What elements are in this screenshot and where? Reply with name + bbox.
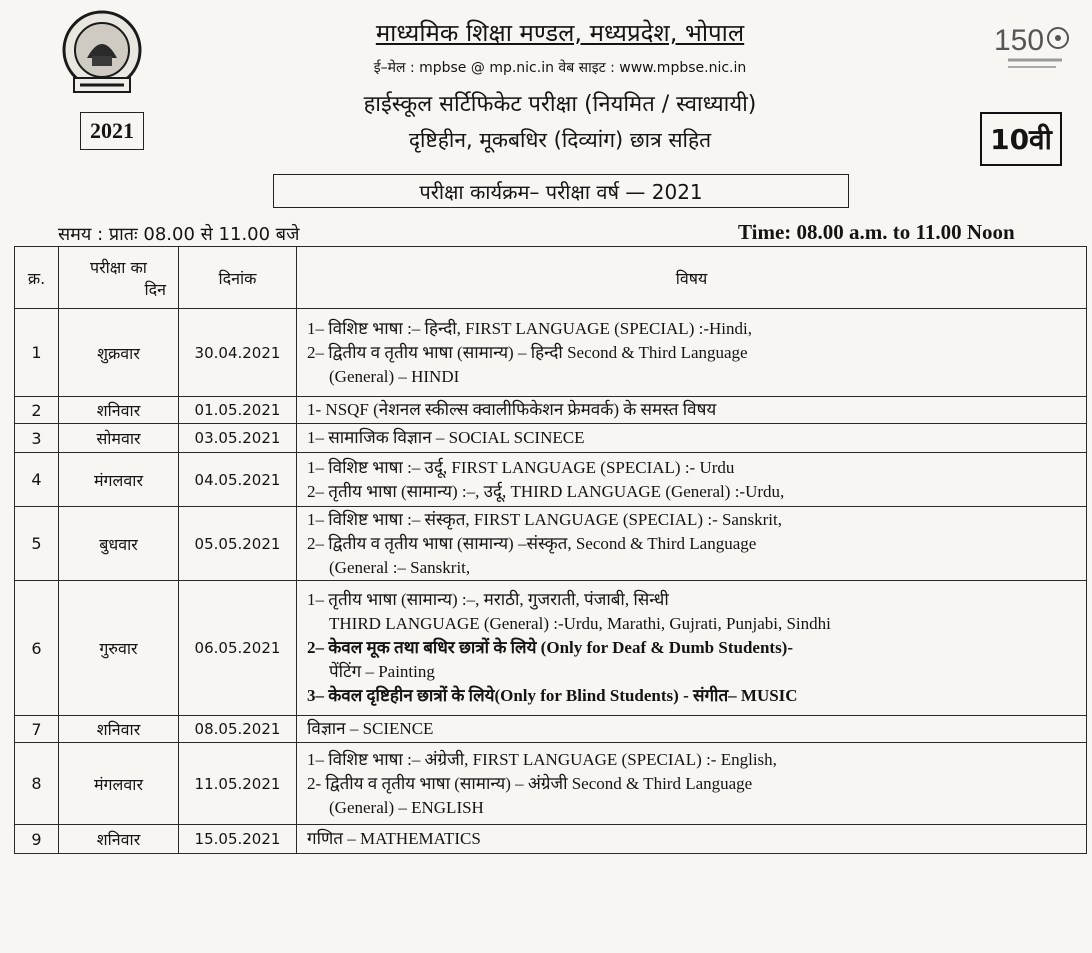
contact-line: ई–मेल : mpbse @ mp.nic.in वेब साइट : www.mpbse.nic.in	[373, 60, 747, 76]
emblem-number: 150	[994, 24, 1045, 57]
subject-line: 2– द्वितीय व तृतीय भाषा (सामान्य) – हिन्दी Second & Third Language	[307, 342, 748, 362]
header-subject: विषय	[297, 247, 1087, 309]
row-date: 30.04.2021	[179, 309, 297, 397]
header-serial: क्र.	[15, 247, 59, 309]
row-date: 15.05.2021	[179, 825, 297, 854]
row-serial: 3	[15, 424, 59, 453]
board-seal-logo	[52, 8, 152, 98]
row-day: शनिवार	[59, 825, 179, 854]
exam-schedule-table	[14, 246, 1087, 854]
row-day: शनिवार	[59, 397, 179, 424]
table-row	[15, 424, 1087, 453]
subject-line: विज्ञान – SCIENCE	[307, 719, 434, 738]
row-subjects	[297, 309, 1087, 397]
row-subjects	[297, 397, 1087, 424]
row-day: मंगलवार	[59, 453, 179, 507]
subject-line: 2– केवल मूक तथा बधिर छात्रों के लिये (Only for Deaf & Dumb Students)-	[307, 638, 794, 657]
anniversary-emblem	[990, 14, 1074, 78]
row-subjects	[297, 507, 1087, 581]
subject-line: (General :– Sanskrit,	[329, 557, 471, 577]
table-row	[15, 581, 1087, 716]
table-row	[15, 507, 1087, 581]
row-serial: 7	[15, 716, 59, 743]
time-hindi: समय : प्रातः 08.00 से 11.00 बजे	[58, 224, 300, 245]
subject-line: पेंटिंग – Painting	[329, 662, 435, 681]
schedule-title: परीक्षा कार्यक्रम– परीक्षा वर्ष — 2021	[273, 174, 849, 208]
row-subjects	[297, 743, 1087, 825]
subject-line: 1– विशिष्ट भाषा :– हिन्दी, FIRST LANGUAGE (SPECIAL) :-Hindi,	[307, 318, 752, 338]
subject-line: 2– तृतीय भाषा (सामान्य) :–, उर्दू, THIRD LANGUAGE (General) :-Urdu,	[307, 481, 785, 501]
subject-line: 1– विशिष्ट भाषा :– उर्दू, FIRST LANGUAGE (SPECIAL) :- Urdu	[307, 457, 735, 477]
row-day: सोमवार	[59, 424, 179, 453]
subject-line: (General) – ENGLISH	[329, 797, 484, 817]
row-subjects	[297, 716, 1087, 743]
exam-title: हाईस्कूल सर्टिफिकेट परीक्षा (नियमित / स्वाध्यायी)	[363, 92, 757, 117]
subject-line: 2- द्वितीय व तृतीय भाषा (सामान्य) – अंग्रेजी Second & Third Language	[307, 773, 753, 793]
row-serial: 2	[15, 397, 59, 424]
row-day: बुधवार	[59, 507, 179, 581]
row-serial: 9	[15, 825, 59, 854]
subject-line: 1– विशिष्ट भाषा :– संस्कृत, FIRST LANGUAGE (SPECIAL) :- Sanskrit,	[307, 509, 782, 529]
subject-line: (General) – HINDI	[329, 366, 460, 386]
row-serial: 4	[15, 453, 59, 507]
row-serial: 1	[15, 309, 59, 397]
subject-line: THIRD LANGUAGE (General) :-Urdu, Marathi, Gujrati, Punjabi, Sindhi	[329, 614, 831, 633]
subject-line: गणित – MATHEMATICS	[307, 829, 481, 848]
row-serial: 8	[15, 743, 59, 825]
row-day: गुरुवार	[59, 581, 179, 716]
table-row	[15, 743, 1087, 825]
header-date: दिनांक	[179, 247, 297, 309]
row-date: 08.05.2021	[179, 716, 297, 743]
row-date: 05.05.2021	[179, 507, 297, 581]
header-day-line2: दिन	[144, 279, 166, 299]
header-day-line1: परीक्षा का	[90, 257, 147, 277]
row-date: 11.05.2021	[179, 743, 297, 825]
subject-line: 1- NSQF (नेशनल स्कील्स क्वालीफिकेशन फ्रेमवर्क) के समस्त विषय	[307, 400, 717, 419]
table-row	[15, 309, 1087, 397]
row-day: शुक्रवार	[59, 309, 179, 397]
row-day: शनिवार	[59, 716, 179, 743]
table-row	[15, 716, 1087, 743]
board-title: माध्यमिक शिक्षा मण्डल, मध्यप्रदेश, भोपाल	[375, 19, 745, 47]
row-date: 03.05.2021	[179, 424, 297, 453]
row-subjects	[297, 825, 1087, 854]
subject-line: 2– द्वितीय व तृतीय भाषा (सामान्य) –संस्कृत, Second & Third Language	[307, 533, 757, 553]
row-date: 06.05.2021	[179, 581, 297, 716]
subject-line: 1– सामाजिक विज्ञान – SOCIAL SCINECE	[307, 428, 585, 447]
subject-line: 3– केवल दृष्टिहीन छात्रों के लिये(Only for Blind Students) - संगीत– MUSIC	[307, 686, 798, 705]
row-subjects	[297, 581, 1087, 716]
row-day: मंगलवार	[59, 743, 179, 825]
table-row	[15, 453, 1087, 507]
row-date: 04.05.2021	[179, 453, 297, 507]
row-date: 01.05.2021	[179, 397, 297, 424]
subject-line: 1– विशिष्ट भाषा :– अंग्रेजी, FIRST LANGUAGE (SPECIAL) :- English,	[307, 749, 777, 769]
header-day	[59, 247, 179, 309]
table-header-row	[15, 247, 1087, 309]
row-subjects	[297, 453, 1087, 507]
row-serial: 6	[15, 581, 59, 716]
subject-line: 1– तृतीय भाषा (सामान्य) :–, मराठी, गुजराती, पंजाबी, सिन्धी	[307, 590, 669, 609]
time-english: Time: 08.00 a.m. to 11.00 Noon	[738, 220, 1015, 244]
year-badge: 2021	[80, 112, 144, 150]
exam-subtitle: दृष्टिहीन, मूकबधिर (दिव्यांग) छात्र सहित	[408, 128, 712, 152]
row-serial: 5	[15, 507, 59, 581]
row-subjects	[297, 424, 1087, 453]
table-row	[15, 397, 1087, 424]
class-badge: 10वी	[980, 112, 1062, 166]
table-row	[15, 825, 1087, 854]
